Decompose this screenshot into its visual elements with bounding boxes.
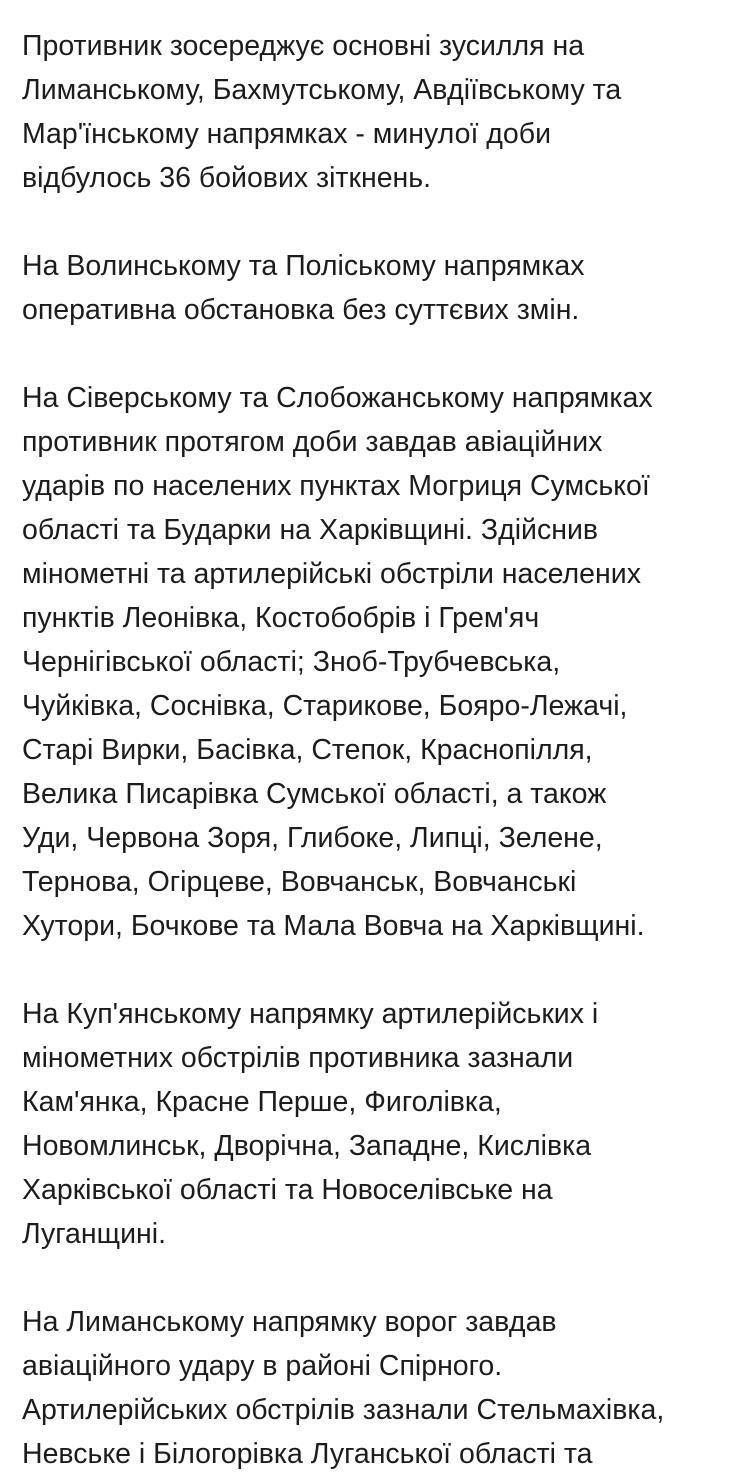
text-line: авіаційного удару в районі Спірного.	[22, 1350, 503, 1382]
text-line: противник протягом доби завдав авіаційних	[22, 426, 603, 458]
text-line: Уди, Червона Зоря, Глибоке, Липці, Зелене,	[22, 822, 603, 854]
text-line: пунктів Леонівка, Костобобрів і Грем'яч	[22, 602, 540, 634]
paragraph-siversk-slobozhansk	[22, 376, 716, 948]
text-line: мінометних обстрілів противника зазнали	[22, 1042, 574, 1074]
paragraph-kupiansk	[22, 992, 716, 1256]
text-line: Тернова, Огірцеве, Вовчанськ, Вовчанські	[22, 866, 577, 898]
text-line: Харківської області та Новоселівське на	[22, 1174, 553, 1206]
text-line: Хутори, Бочкове та Мала Вовча на Харківщині.	[22, 910, 645, 942]
text-line: Кам'янка, Красне Перше, Фиголівка,	[22, 1086, 502, 1118]
text-line: Чуйківка, Соснівка, Старикове, Бояро-Лежачі,	[22, 690, 628, 722]
text-line: Невське і Білогорівка Луганської області та	[22, 1438, 593, 1470]
text-line: оперативна обстановка без суттєвих змін.	[22, 294, 580, 326]
text-line: мінометні та артилерійські обстріли населених	[22, 558, 641, 590]
text-line: Мар'їнському напрямках - минулої доби	[22, 118, 552, 150]
text-line: Велика Писарівка Сумської області, а також	[22, 778, 607, 810]
text-line: відбулось 36 бойових зіткнень.	[22, 162, 432, 194]
text-line: Артилерійських обстрілів зазнали Стельмахівка,	[22, 1394, 665, 1426]
paragraph-main-directions	[22, 24, 716, 200]
text-line: На Волинському та Поліському напрямках	[22, 250, 585, 282]
text-line: Чернігівської області; Зноб-Трубчевська,	[22, 646, 561, 678]
text-line: Луганщині.	[22, 1218, 166, 1250]
text-line: Противник зосереджує основні зусилля на	[22, 30, 585, 62]
text-line: На Лиманському напрямку ворог завдав	[22, 1306, 557, 1338]
paragraph-volyn-polissia	[22, 244, 716, 332]
text-line: ударів по населених пунктах Могриця Сумської	[22, 470, 650, 502]
text-line: Новомлинськ, Дворічна, Западне, Кислівка	[22, 1130, 592, 1162]
text-line: На Сіверському та Слобожанському напрямках	[22, 382, 653, 414]
text-line: Лиманському, Бахмутському, Авдіївському та	[22, 74, 622, 106]
text-line: На Куп'янському напрямку артилерійських і	[22, 998, 599, 1030]
text-line: Старі Вирки, Басівка, Степок, Краснопілля,	[22, 734, 593, 766]
paragraph-lyman	[22, 1300, 716, 1476]
text-line: області та Бударки на Харківщині. Здійснив	[22, 514, 599, 546]
